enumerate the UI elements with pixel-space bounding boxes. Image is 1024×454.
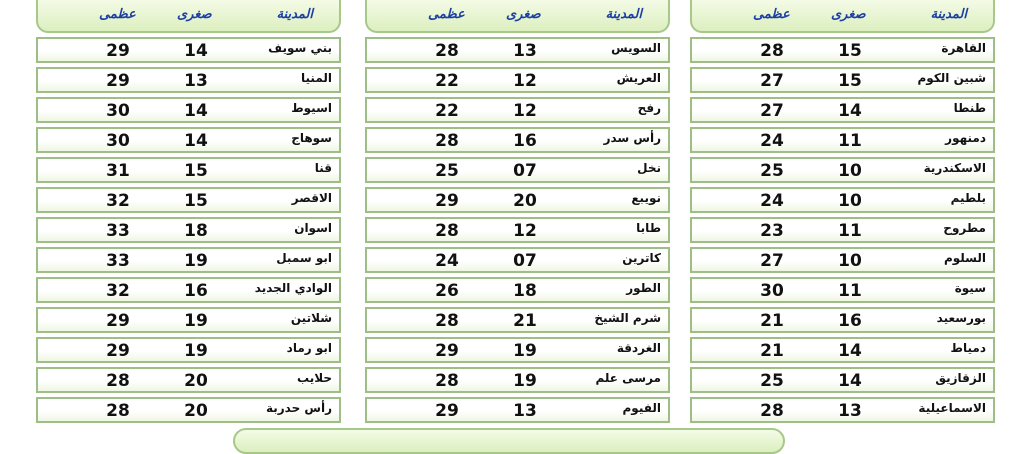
min-temp: 16 [838,311,862,331]
table-row [365,127,670,153]
table-row [365,277,670,303]
city-name: طابا [636,221,661,235]
table-row [365,97,670,123]
city-name: قنا [314,161,332,175]
min-temp: 14 [184,101,208,121]
max-temp: 29 [106,41,130,61]
table-row [36,367,341,393]
header-max: عظمى [99,7,136,22]
table-row [36,187,341,213]
min-temp: 15 [838,41,862,61]
panel-middle [365,0,670,427]
city-name: المنيا [301,71,332,85]
table-row [36,247,341,273]
max-temp: 25 [760,371,784,391]
table-row [690,217,995,243]
max-temp: 28 [106,401,130,421]
max-temp: 32 [106,281,130,301]
max-temp: 26 [435,281,459,301]
city-name: رفح [637,101,661,115]
city-name: شرم الشيخ [594,311,661,325]
min-temp: 10 [838,191,862,211]
min-temp: 21 [513,311,537,331]
city-name: الزقازيق [935,371,986,385]
panel-left [36,0,341,427]
header-max: عظمى [428,7,465,22]
city-name: اسيوط [291,101,332,115]
table-header [36,0,341,33]
max-temp: 29 [106,341,130,361]
header-min: صغرى [831,7,866,22]
table-row [36,217,341,243]
city-name: الطور [626,281,661,295]
max-temp: 28 [106,371,130,391]
city-name: الاسماعيلية [918,401,986,415]
city-name: سيوة [954,281,986,295]
city-name: رأس حدربة [265,401,332,415]
max-temp: 30 [106,101,130,121]
city-name: شلاتين [290,311,332,325]
max-temp: 33 [106,221,130,241]
city-name: حلايب [297,371,332,385]
max-temp: 28 [435,131,459,151]
min-temp: 14 [838,371,862,391]
header-city: المدينة [605,7,642,22]
max-temp: 30 [760,281,784,301]
table-row [36,397,341,423]
max-temp: 32 [106,191,130,211]
table-row [36,157,341,183]
min-temp: 13 [513,41,537,61]
header-max: عظمى [753,7,790,22]
table-row [365,397,670,423]
max-temp: 21 [760,341,784,361]
table-row [36,127,341,153]
city-name: ابو رماد [286,341,332,355]
table-row [690,397,995,423]
table-row [690,127,995,153]
city-name: رأس سدر [603,131,661,145]
city-name: بلطيم [950,191,986,205]
city-name: الوادي الجديد [254,281,332,295]
city-name: نخل [637,161,661,175]
max-temp: 23 [760,221,784,241]
max-temp: 28 [435,371,459,391]
table-row [36,337,341,363]
table-row [690,337,995,363]
min-temp: 16 [184,281,208,301]
table-row [690,67,995,93]
table-row [36,37,341,63]
city-name: بورسعيد [936,311,986,325]
table-row [690,187,995,213]
city-name: العريش [616,71,661,85]
city-name: بني سويف [268,41,332,55]
min-temp: 14 [184,131,208,151]
city-name: مرسى علم [595,371,661,385]
min-temp: 07 [513,161,537,181]
table-row [690,367,995,393]
max-temp: 28 [760,401,784,421]
min-temp: 14 [838,341,862,361]
max-temp: 29 [435,191,459,211]
city-name: الفيوم [622,401,661,415]
table-row [36,67,341,93]
header-min: صغرى [506,7,541,22]
min-temp: 19 [513,371,537,391]
city-name: ابو سمبل [276,251,332,265]
max-temp: 24 [435,251,459,271]
max-temp: 27 [760,101,784,121]
min-temp: 20 [513,191,537,211]
min-temp: 19 [184,251,208,271]
city-name: سوهاج [291,131,332,145]
min-temp: 15 [838,71,862,91]
min-temp: 12 [513,71,537,91]
max-temp: 31 [106,161,130,181]
min-temp: 19 [513,341,537,361]
city-name: الغردقة [616,341,661,355]
city-name: دمياط [950,341,986,355]
footer-banner [233,428,785,454]
min-temp: 11 [838,281,862,301]
max-temp: 29 [106,311,130,331]
min-temp: 13 [513,401,537,421]
table-row [36,277,341,303]
table-row [365,37,670,63]
city-name: شبين الكوم [917,71,986,85]
max-temp: 24 [760,191,784,211]
max-temp: 28 [760,41,784,61]
table-row [36,307,341,333]
min-temp: 15 [184,161,208,181]
city-name: كاترين [622,251,661,265]
min-temp: 10 [838,251,862,271]
max-temp: 33 [106,251,130,271]
min-temp: 12 [513,221,537,241]
max-temp: 25 [760,161,784,181]
table-row [690,37,995,63]
table-row [690,307,995,333]
min-temp: 19 [184,311,208,331]
min-temp: 10 [838,161,862,181]
table-row [365,367,670,393]
panel-right [690,0,995,427]
table-header [690,0,995,33]
table-row [365,337,670,363]
min-temp: 14 [184,41,208,61]
min-temp: 11 [838,131,862,151]
max-temp: 28 [435,311,459,331]
table-row [690,247,995,273]
city-name: طنطا [953,101,986,115]
max-temp: 22 [435,71,459,91]
header-min: صغرى [177,7,212,22]
max-temp: 21 [760,311,784,331]
table-row [365,217,670,243]
max-temp: 28 [435,41,459,61]
min-temp: 20 [184,371,208,391]
city-name: نويبع [631,191,661,205]
city-name: القاهرة [941,41,986,55]
table-row [365,187,670,213]
table-row [690,157,995,183]
min-temp: 11 [838,221,862,241]
max-temp: 30 [106,131,130,151]
city-name: اسوان [294,221,332,235]
max-temp: 27 [760,71,784,91]
max-temp: 27 [760,251,784,271]
min-temp: 18 [513,281,537,301]
min-temp: 15 [184,191,208,211]
city-name: السلوم [943,251,986,265]
max-temp: 22 [435,101,459,121]
city-name: الاقصر [291,191,332,205]
max-temp: 25 [435,161,459,181]
min-temp: 16 [513,131,537,151]
table-row [690,97,995,123]
min-temp: 12 [513,101,537,121]
max-temp: 29 [106,71,130,91]
table-row [365,307,670,333]
table-header [365,0,670,33]
min-temp: 14 [838,101,862,121]
max-temp: 29 [435,401,459,421]
min-temp: 20 [184,401,208,421]
table-row [690,277,995,303]
min-temp: 13 [184,71,208,91]
min-temp: 13 [838,401,862,421]
max-temp: 28 [435,221,459,241]
min-temp: 18 [184,221,208,241]
min-temp: 07 [513,251,537,271]
max-temp: 24 [760,131,784,151]
table-row [36,97,341,123]
city-name: دمنهور [945,131,986,145]
city-name: الاسكندرية [923,161,986,175]
city-name: مطروح [943,221,986,235]
table-row [365,157,670,183]
min-temp: 19 [184,341,208,361]
city-name: السويس [611,41,661,55]
max-temp: 29 [435,341,459,361]
header-city: المدينة [930,7,967,22]
header-city: المدينة [276,7,313,22]
table-row [365,247,670,273]
table-row [365,67,670,93]
